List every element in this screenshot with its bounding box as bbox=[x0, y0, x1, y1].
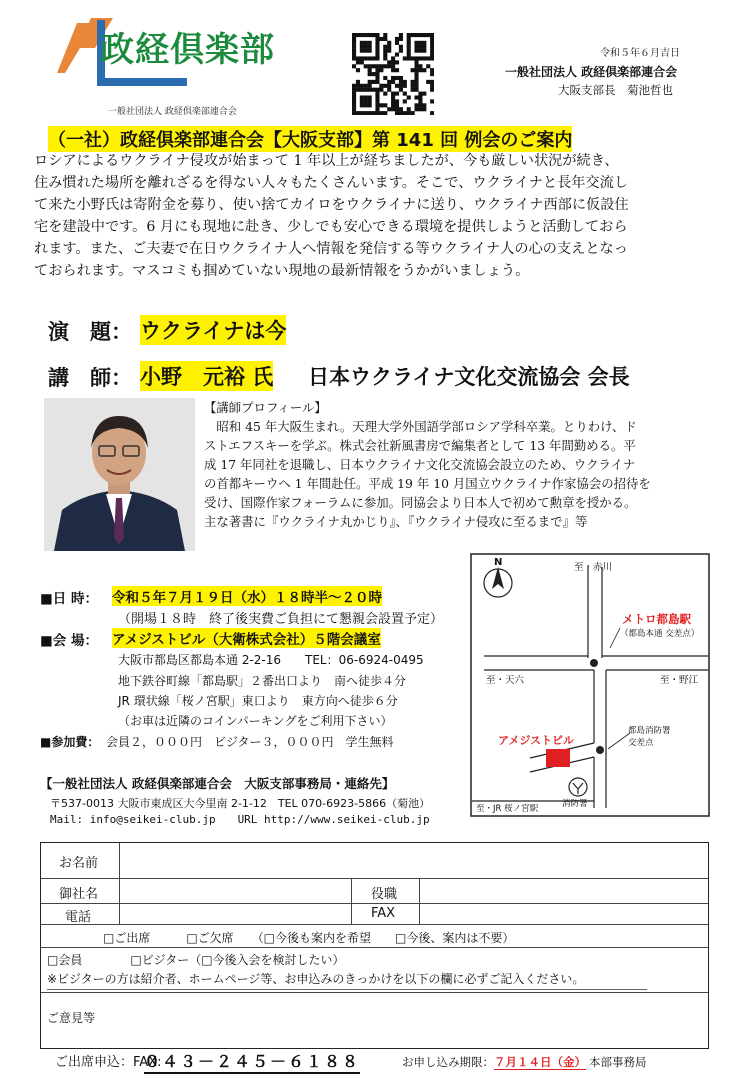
intro-line: ロシアによるウクライナ侵攻が始まって 1 年以上が経ちましたが、今も厳しい状況が続き、 bbox=[34, 153, 619, 169]
map-label-station: メトロ都島駅 bbox=[622, 612, 691, 626]
topic-label: 演 題： bbox=[48, 320, 132, 344]
topic-value: ウクライナは今 bbox=[140, 315, 286, 345]
profile-line: の首都キーウへ 1 年間赴任。平成 19 年 10 月国立ウクライナ作家協会の招待を bbox=[204, 476, 651, 491]
form-divider bbox=[119, 843, 120, 925]
name-field[interactable] bbox=[121, 845, 705, 876]
contact-address: 〒537-0013 大阪市東成区大今里南 2-1-12 TEL 070-6923-5866（菊池） bbox=[50, 797, 431, 810]
logo-subtitle: 一般社団法人 政経倶楽部連合会 bbox=[108, 107, 237, 117]
form-comments-label: ご意見等 bbox=[47, 1011, 96, 1025]
footer-deadline bbox=[402, 1054, 647, 1070]
venue-access-subway: 地下鉄谷町線「都島駅」２番出口より 南へ徒歩４分 bbox=[118, 674, 407, 688]
footer-deadline-date: ７月１４日（金） bbox=[494, 1055, 586, 1069]
parking-note: （お車は近隣のコインパーキングをご利用下さい） bbox=[118, 714, 393, 728]
speaker-label: 講 師： bbox=[48, 366, 132, 390]
form-phone-label: 電話 bbox=[65, 910, 92, 925]
form-position-label: 役職 bbox=[371, 887, 398, 902]
form-company-label: 御社名 bbox=[59, 887, 99, 902]
fee-label: ■参加費： bbox=[40, 735, 100, 749]
fax-field[interactable] bbox=[421, 905, 705, 923]
map-label-fire-crossing-1: 都島消防署 bbox=[628, 726, 671, 736]
issue-date: 令和５年６月吉日 bbox=[600, 48, 680, 59]
map-label-sakuranomiya: 至・JR 桜ノ宮駅 bbox=[476, 804, 539, 814]
intro-line: 住み慣れた場所を離れざるを得ない人々もたくさんいます。そこで、ウクライナと長年交流し bbox=[34, 175, 629, 191]
access-map bbox=[470, 553, 710, 817]
organization-name: 一般社団法人 政経倶楽部連合会 bbox=[505, 65, 678, 79]
intro-line: れます。また、ご夫妻で在日ウクライナ人へ情報を発信する等ウクライナ人の心の支えとなっ bbox=[34, 241, 628, 257]
form-name-label: お名前 bbox=[59, 856, 99, 871]
profile-heading: 【講師プロフィール】 bbox=[204, 400, 327, 415]
application-form bbox=[40, 842, 709, 1049]
membership-options[interactable]: □会員 □ビジター（□今後入会を検討したい） bbox=[47, 953, 345, 967]
profile-line: 主な著書に『ウクライナ丸かじり』、『ウクライナ侵攻に至るまで』等 bbox=[204, 514, 588, 529]
venue-address: 大阪市都島区都島本通 2-2-16 TEL：06-6924-0495 bbox=[118, 653, 424, 667]
map-label-fire-crossing-2: 交差点 bbox=[628, 738, 654, 748]
map-label-building: アメジストビル bbox=[498, 734, 575, 747]
form-fax-label: FAX bbox=[371, 906, 396, 921]
intro-line: ておられます。マスコミも掴めていない現地の最新情報をうかがいましょう。 bbox=[34, 263, 530, 279]
profile-line: 受け、国際作家フォーラムに参加。同協会より日本人で初めて勲章を授かる。 bbox=[204, 495, 637, 510]
attendance-options[interactable]: □ご出席 □ご欠席 （□今後も案内を希望 □今後、案内は不要） bbox=[103, 931, 515, 945]
venue-access-jr: JR 環状線「桜ノ宮駅」東口より 東方向へ徒歩６分 bbox=[118, 694, 398, 708]
comments-field[interactable] bbox=[43, 1025, 705, 1045]
logo-text: 政経倶楽部 bbox=[100, 30, 275, 70]
form-divider bbox=[419, 879, 420, 925]
footer-deadline-suffix: 本部事務局 bbox=[589, 1055, 647, 1069]
footer-fax-number: ０４３－２４５－６１８８ bbox=[144, 1049, 360, 1074]
qr-code bbox=[352, 33, 434, 115]
venue-value: アメジストビル（大衛株式会社）５階会議室 bbox=[112, 628, 381, 648]
map-label-station-sub: （都島本通 交差点） bbox=[620, 629, 700, 639]
profile-line: 昭和 45 年大阪生まれ。天理大学外国語学部ロシア学科卒業。とりわけ、ド bbox=[204, 419, 637, 434]
position-field[interactable] bbox=[421, 880, 705, 902]
form-divider bbox=[351, 879, 352, 925]
profile-line: 成 17 年同社を退職し、日本ウクライナ文化交流協会設立のため、ウクライナ bbox=[204, 457, 636, 472]
phone-field[interactable] bbox=[121, 905, 349, 923]
speaker-title: 日本ウクライナ文化交流協会 会長 bbox=[308, 365, 630, 389]
map-label-fire-station: 消防署 bbox=[562, 799, 588, 809]
venue-label: ■会 場： bbox=[40, 633, 98, 649]
page-title: （一社）政経倶楽部連合会【大阪支部】第 141 回 例会のご案内 bbox=[48, 126, 572, 152]
datetime-note: （開場１８時 終了後実費ご負担にて懇親会設置予定） bbox=[118, 612, 444, 627]
fee-value: 会員２，０００円 ビジター３，０００円 学生無料 bbox=[106, 735, 394, 749]
datetime-value: 令和５年７月１９日（水）１８時半～２０時 bbox=[112, 586, 382, 606]
company-field[interactable] bbox=[121, 880, 349, 902]
sender-name: 大阪支部長 菊池哲也 bbox=[558, 83, 673, 97]
footer-deadline-label: お申し込み期限： bbox=[402, 1055, 494, 1069]
profile-line: ストエフスキーを学ぶ。株式会社新風書房で編集者として 13 年間勤める。平 bbox=[204, 438, 636, 453]
contact-mail-url: Mail: info@seikei-club.jp URL http://www.seikei-club.jp bbox=[50, 813, 430, 826]
datetime-label: ■日 時： bbox=[40, 591, 98, 607]
map-north-label: N bbox=[494, 557, 503, 568]
map-label-tenroku: 至・天六 bbox=[486, 675, 525, 686]
map-label-akagawa: 至・赤川 bbox=[574, 562, 613, 573]
contact-title: 【一般社団法人 政経倶楽部連合会 大阪支部事務局・連絡先】 bbox=[40, 776, 395, 791]
speaker-name: 小野 元裕 氏 bbox=[140, 361, 273, 391]
visitor-note: ※ビジターの方は紹介者、ホームページ等、お申込みのきっかけを以下の欄に必ずご記入ください。 bbox=[47, 972, 585, 986]
intro-line: 宅を建設中です。6 月にも現地に赴き、少しでも安心できる環境を提供しようと活動しておら bbox=[34, 219, 628, 235]
speaker-photo bbox=[44, 398, 195, 551]
intro-line: て来た小野氏は寄附金を募り、使い捨てカイロをウクライナに送り、ウクライナ西部に仮設住 bbox=[34, 197, 629, 213]
visitor-note-underline bbox=[47, 989, 647, 990]
map-label-noe: 至・野江 bbox=[660, 675, 699, 686]
footer-fax-label: ご出席申込：FAX: bbox=[55, 1055, 162, 1070]
